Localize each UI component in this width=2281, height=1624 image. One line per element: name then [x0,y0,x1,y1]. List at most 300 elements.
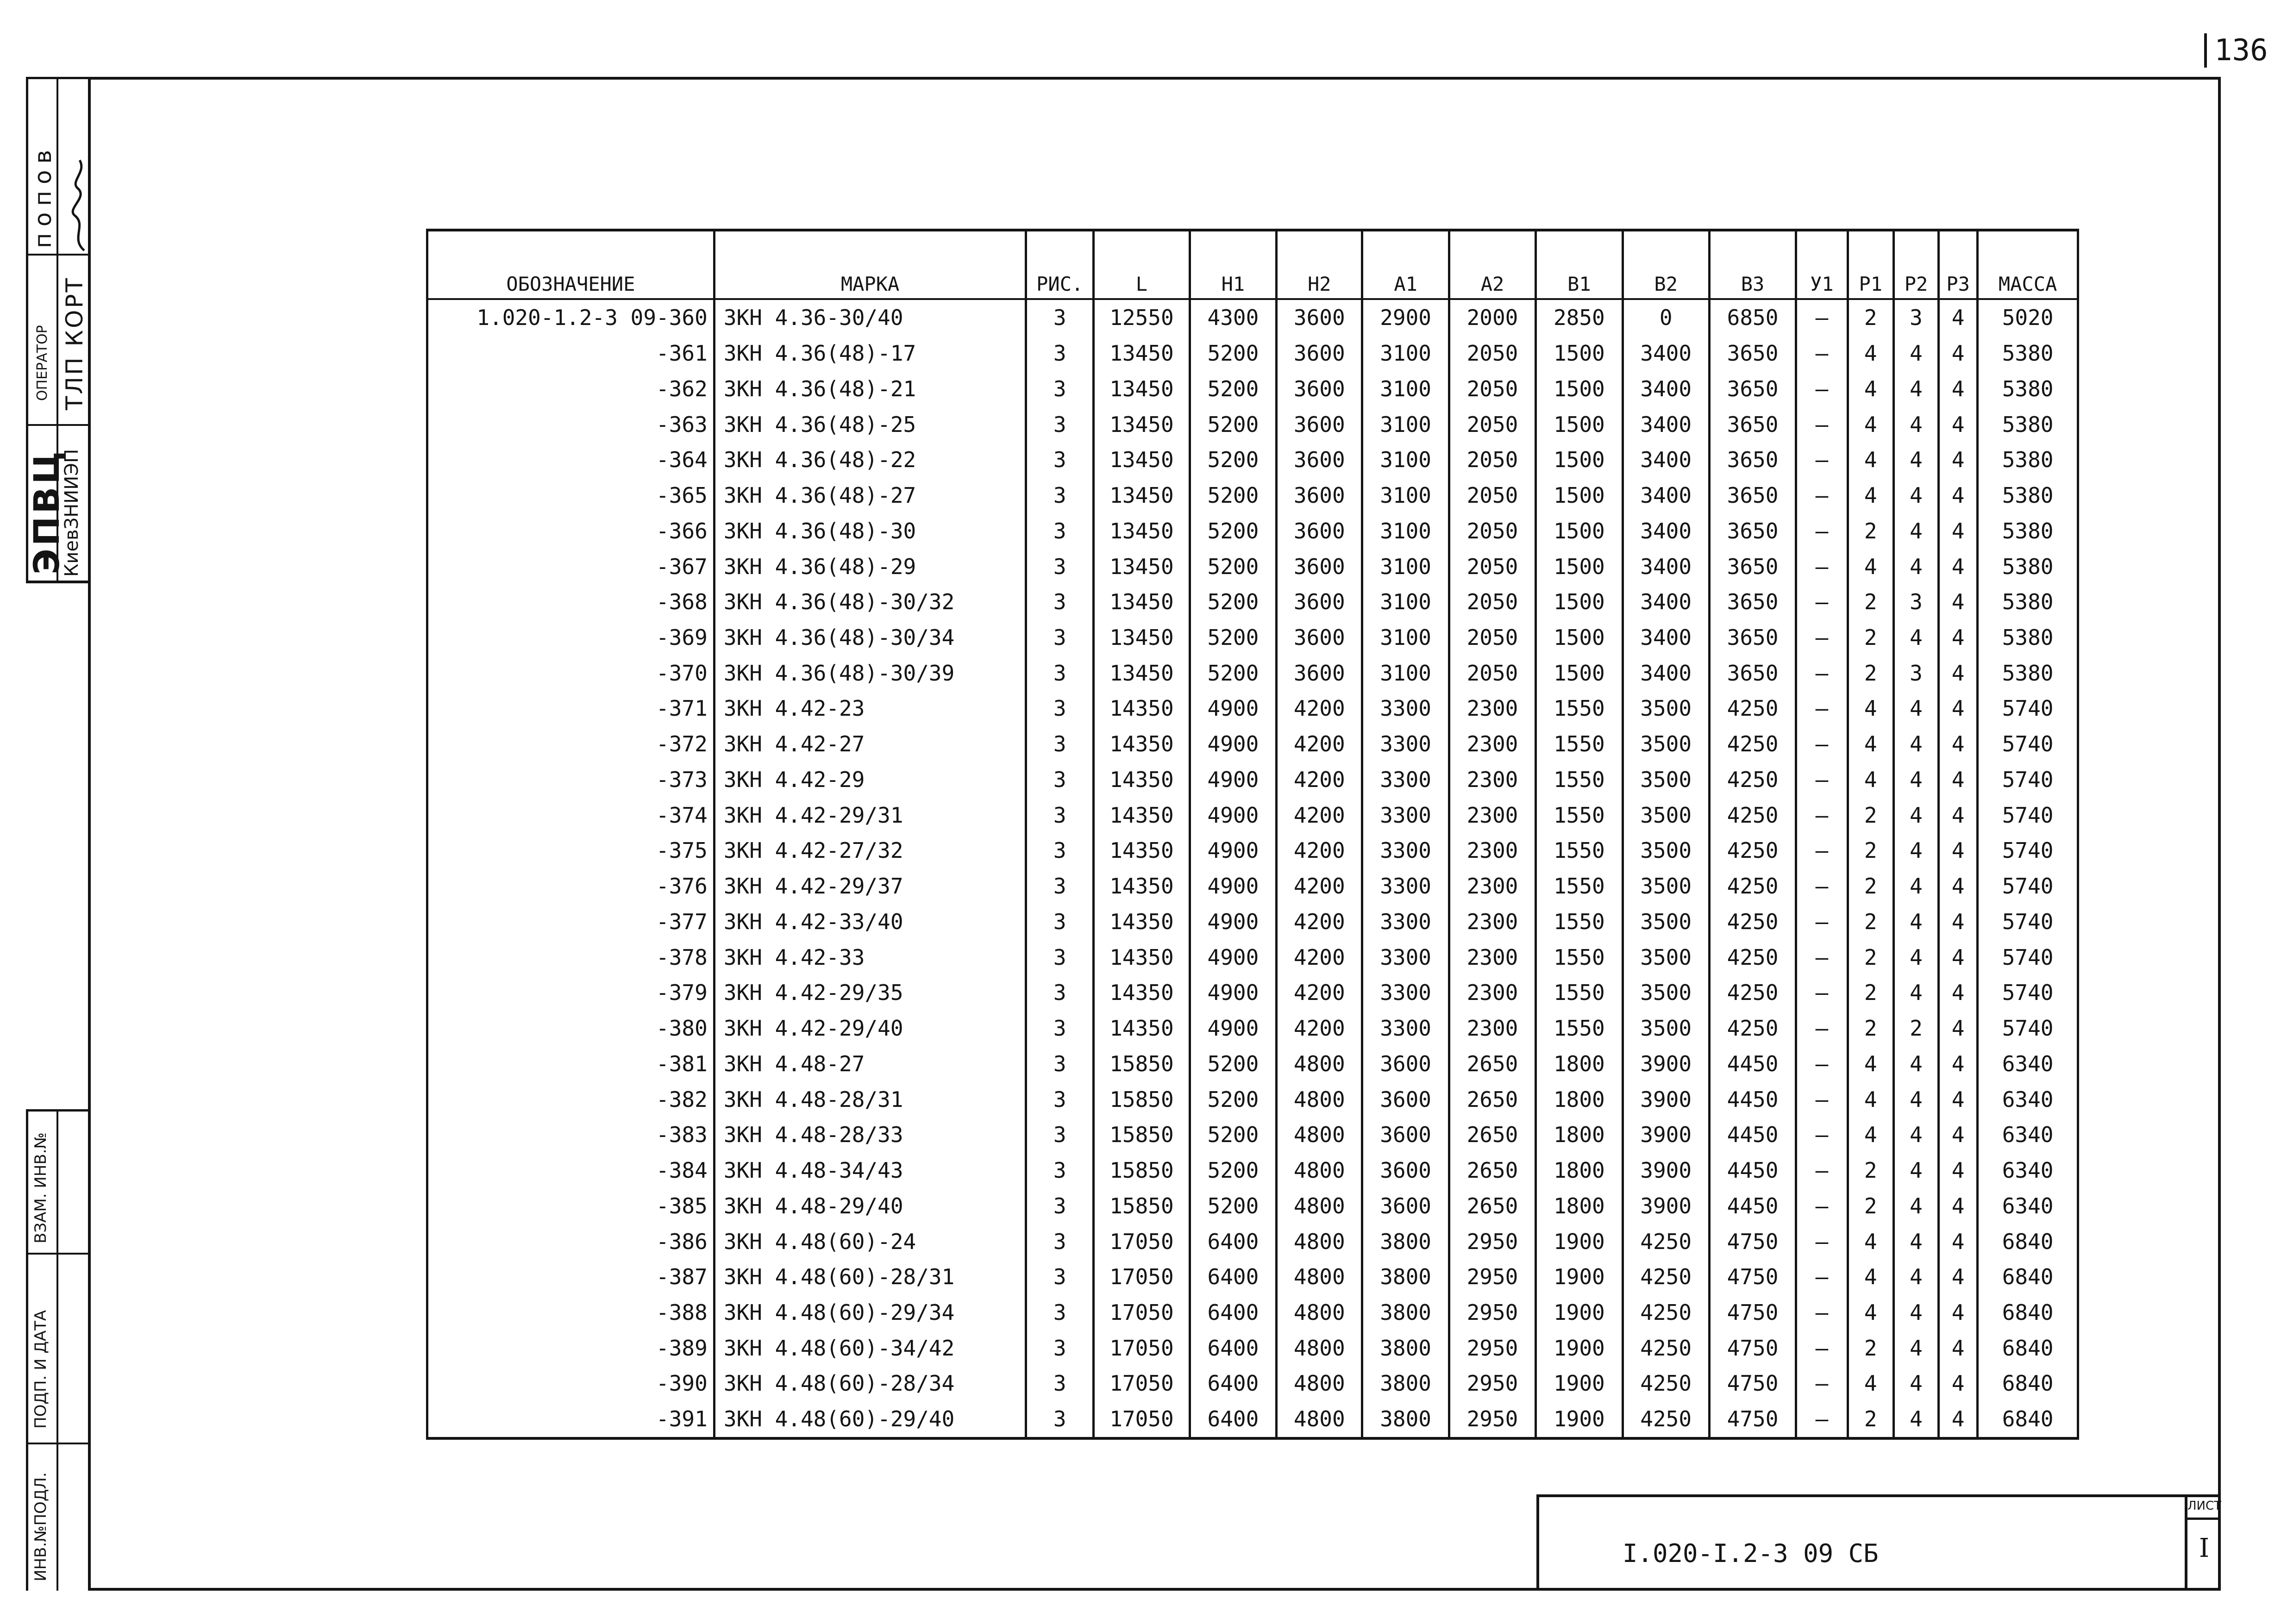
value-cell: 5380 [1978,655,2078,691]
value-cell: 4 [1893,1046,1938,1081]
value-cell: 3 [1026,1081,1094,1117]
stamp-field-signature-date: ПОДП. И ДАТА [31,1310,50,1429]
table-header [427,230,2078,299]
value-cell: 2 [1848,620,1893,656]
value-cell: 3100 [1362,655,1449,691]
value-cell: 3 [1026,478,1094,513]
value-cell: 4250 [1709,691,1796,726]
designation-cell: -363 [427,406,714,442]
value-cell: 4250 [1623,1401,1709,1438]
value-cell: 4 [1939,1153,1978,1188]
value-cell: 14350 [1094,868,1190,904]
value-cell: 3400 [1623,442,1709,478]
value-cell: 2 [1848,939,1893,975]
table-row [427,442,2078,478]
value-cell: 1900 [1536,1401,1623,1438]
value-cell: 4450 [1709,1081,1796,1117]
value-cell: 17050 [1094,1224,1190,1259]
document-code: I.020-I.2-3 09 СБ [1623,1539,1879,1568]
value-cell: 3 [1026,691,1094,726]
value-cell: 4900 [1190,833,1276,868]
value-cell: 1800 [1536,1188,1623,1224]
mark-cell: ЗКН 4.36(48)-22 [714,442,1026,478]
value-cell: 4 [1939,299,1978,336]
value-cell: 1900 [1536,1224,1623,1259]
value-cell: 4 [1848,478,1893,513]
table-row [427,939,2078,975]
value-cell: 4750 [1709,1401,1796,1438]
value-cell: 3 [1026,1011,1094,1046]
value-cell: 4900 [1190,939,1276,975]
value-cell: 15850 [1094,1153,1190,1188]
value-cell: 1550 [1536,868,1623,904]
value-cell: 3100 [1362,513,1449,549]
value-cell: 4800 [1277,1330,1362,1366]
value-cell: 4800 [1277,1188,1362,1224]
value-cell: 3600 [1362,1153,1449,1188]
value-cell: 3500 [1623,939,1709,975]
value-cell: 13450 [1094,371,1190,407]
value-cell: 2 [1848,655,1893,691]
value-cell: 4 [1848,691,1893,726]
value-cell: 5200 [1190,1046,1276,1081]
stamp-operator-value: ТЛП КОРТ [61,276,88,410]
designation-cell: -362 [427,371,714,407]
value-cell: 1500 [1536,336,1623,371]
value-cell: 4 [1848,1295,1893,1330]
designation-cell: -371 [427,691,714,726]
value-cell: 3500 [1623,797,1709,833]
value-cell: 6840 [1978,1330,2078,1366]
value-cell: 13450 [1094,336,1190,371]
value-cell: – [1796,1330,1848,1366]
value-cell: – [1796,1081,1848,1117]
value-cell: 2050 [1449,371,1535,407]
designation-cell: -367 [427,549,714,584]
value-cell: 2650 [1449,1188,1535,1224]
value-cell: – [1796,1224,1848,1259]
value-cell: 2050 [1449,513,1535,549]
value-cell: 5380 [1978,478,2078,513]
value-cell: 4800 [1277,1259,1362,1295]
header-cell: МАССА [1978,230,2078,299]
table-row [427,406,2078,442]
value-cell: 4750 [1709,1366,1796,1401]
value-cell: 5740 [1978,975,2078,1011]
value-cell: 4750 [1709,1330,1796,1366]
value-cell: 4 [1848,1366,1893,1401]
value-cell: 0 [1623,299,1709,336]
value-cell: 2050 [1449,478,1535,513]
value-cell: – [1796,1117,1848,1153]
value-cell: 3300 [1362,868,1449,904]
mark-cell: ЗКН 4.42-23 [714,691,1026,726]
value-cell: 2 [1848,299,1893,336]
value-cell: – [1796,620,1848,656]
value-cell: 17050 [1094,1401,1190,1438]
value-cell: 5380 [1978,549,2078,584]
value-cell: 4200 [1277,691,1362,726]
value-cell: 1800 [1536,1046,1623,1081]
value-cell: 4 [1848,1081,1893,1117]
designation-cell: -372 [427,726,714,762]
value-cell: 4250 [1709,939,1796,975]
value-cell: 4450 [1709,1153,1796,1188]
value-cell: 4 [1848,442,1893,478]
title-block [1536,1494,2187,1591]
table-row [427,336,2078,371]
value-cell: 4 [1939,833,1978,868]
mark-cell: ЗКН 4.36(48)-29 [714,549,1026,584]
value-cell: 4 [1893,620,1938,656]
value-cell: 2050 [1449,655,1535,691]
value-cell: 1500 [1536,371,1623,407]
value-cell: 3650 [1709,620,1796,656]
value-cell: 4 [1939,406,1978,442]
header-cell: В3 [1709,230,1796,299]
value-cell: 3300 [1362,797,1449,833]
value-cell: 4 [1939,513,1978,549]
value-cell: 4 [1893,1081,1938,1117]
mark-cell: ЗКН 4.36(48)-25 [714,406,1026,442]
value-cell: 5200 [1190,406,1276,442]
value-cell: 3400 [1623,655,1709,691]
value-cell: 5740 [1978,762,2078,798]
value-cell: 2 [1848,904,1893,940]
value-cell: 3900 [1623,1153,1709,1188]
value-cell: 3500 [1623,762,1709,798]
value-cell: 4 [1939,1081,1978,1117]
value-cell: 17050 [1094,1259,1190,1295]
designation-cell: -390 [427,1366,714,1401]
value-cell: 2950 [1449,1295,1535,1330]
value-cell: 4200 [1277,975,1362,1011]
value-cell: 13450 [1094,549,1190,584]
mark-cell: ЗКН 4.48(60)-29/34 [714,1295,1026,1330]
value-cell: 4250 [1623,1259,1709,1295]
value-cell: 3500 [1623,691,1709,726]
value-cell: 1800 [1536,1153,1623,1188]
table-body [427,299,2078,1438]
value-cell: 5200 [1190,1188,1276,1224]
value-cell: 5200 [1190,1081,1276,1117]
value-cell: 2300 [1449,797,1535,833]
value-cell: 4750 [1709,1295,1796,1330]
value-cell: 3 [1026,904,1094,940]
value-cell: 1550 [1536,726,1623,762]
value-cell: 3300 [1362,1011,1449,1046]
value-cell: 4200 [1277,939,1362,975]
mark-cell: ЗКН 4.48-28/33 [714,1117,1026,1153]
value-cell: 4 [1848,1224,1893,1259]
value-cell: 3400 [1623,371,1709,407]
value-cell: 13450 [1094,584,1190,620]
table-row [427,904,2078,940]
value-cell: 2050 [1449,336,1535,371]
value-cell: 13450 [1094,478,1190,513]
value-cell: 4 [1893,1295,1938,1330]
value-cell: 2300 [1449,833,1535,868]
value-cell: 3300 [1362,762,1449,798]
value-cell: 4 [1893,1188,1938,1224]
value-cell: 3500 [1623,975,1709,1011]
value-cell: 3600 [1362,1046,1449,1081]
value-cell: 4 [1893,726,1938,762]
value-cell: 3100 [1362,442,1449,478]
value-cell: 1500 [1536,513,1623,549]
value-cell: 4200 [1277,833,1362,868]
value-cell: 5740 [1978,1011,2078,1046]
value-cell: 3650 [1709,584,1796,620]
value-cell: 5200 [1190,336,1276,371]
value-cell: – [1796,1366,1848,1401]
value-cell: 3900 [1623,1188,1709,1224]
value-cell: 4750 [1709,1224,1796,1259]
value-cell: 3300 [1362,691,1449,726]
value-cell: 5740 [1978,797,2078,833]
value-cell: 2650 [1449,1081,1535,1117]
value-cell: 4 [1939,442,1978,478]
designation-cell: -364 [427,442,714,478]
value-cell: 4 [1939,904,1978,940]
value-cell: 4300 [1190,299,1276,336]
sheet-divider [2187,1518,2221,1520]
value-cell: 17050 [1094,1330,1190,1366]
value-cell: 14350 [1094,762,1190,798]
designation-cell: -384 [427,1153,714,1188]
value-cell: 5380 [1978,406,2078,442]
value-cell: 3600 [1277,299,1362,336]
value-cell: 5380 [1978,371,2078,407]
table-row [427,1366,2078,1401]
value-cell: 1500 [1536,655,1623,691]
value-cell: – [1796,1188,1848,1224]
value-cell: 4 [1893,975,1938,1011]
table-row [427,549,2078,584]
designation-cell: -385 [427,1188,714,1224]
side-stamp-strip [26,77,88,1591]
value-cell: 2050 [1449,584,1535,620]
value-cell: 14350 [1094,833,1190,868]
value-cell: 3900 [1623,1046,1709,1081]
value-cell: 2300 [1449,939,1535,975]
value-cell: 3 [1026,1153,1094,1188]
value-cell: 4 [1848,1117,1893,1153]
value-cell: 3100 [1362,336,1449,371]
value-cell: 4 [1893,868,1938,904]
value-cell: 4 [1893,1259,1938,1295]
value-cell: 4 [1939,726,1978,762]
value-cell: 4250 [1709,833,1796,868]
value-cell: 5200 [1190,371,1276,407]
mark-cell: ЗКН 4.42-33 [714,939,1026,975]
value-cell: 4 [1893,371,1938,407]
value-cell: 5380 [1978,336,2078,371]
value-cell: 2950 [1449,1259,1535,1295]
value-cell: 3100 [1362,406,1449,442]
value-cell: 1800 [1536,1081,1623,1117]
value-cell: 6400 [1190,1224,1276,1259]
header-cell: РИС. [1026,230,1094,299]
value-cell: 4 [1939,1401,1978,1438]
value-cell: 3400 [1623,336,1709,371]
value-cell: 1800 [1536,1117,1623,1153]
value-cell: 1900 [1536,1259,1623,1295]
header-row [427,230,2078,299]
value-cell: 4 [1939,797,1978,833]
value-cell: 4250 [1623,1295,1709,1330]
value-cell: 3100 [1362,478,1449,513]
stamp-operator-label: ОПЕРАТОР [34,325,50,401]
value-cell: 3650 [1709,442,1796,478]
value-cell: – [1796,549,1848,584]
value-cell: 4900 [1190,797,1276,833]
value-cell: 2 [1848,584,1893,620]
value-cell: 3800 [1362,1259,1449,1295]
value-cell: 3400 [1623,513,1709,549]
value-cell: 3500 [1623,833,1709,868]
header-cell: ОБОЗНАЧЕНИЕ [427,230,714,299]
value-cell: 4 [1893,549,1938,584]
value-cell: 4900 [1190,904,1276,940]
table-row [427,1081,2078,1117]
table-row [427,1330,2078,1366]
value-cell: 1900 [1536,1366,1623,1401]
value-cell: 4 [1848,406,1893,442]
table-row [427,1188,2078,1224]
value-cell: 3650 [1709,478,1796,513]
mark-cell: ЗКН 4.36(48)-17 [714,336,1026,371]
value-cell: 2950 [1449,1330,1535,1366]
value-cell: 2050 [1449,442,1535,478]
value-cell: 3 [1026,939,1094,975]
mark-cell: ЗКН 4.42-29 [714,762,1026,798]
value-cell: 3600 [1277,371,1362,407]
value-cell: 6400 [1190,1366,1276,1401]
value-cell: – [1796,1295,1848,1330]
value-cell: 4 [1939,1011,1978,1046]
value-cell: 3100 [1362,620,1449,656]
designation-cell: -365 [427,478,714,513]
header-cell: Р1 [1848,230,1893,299]
designation-cell: -383 [427,1117,714,1153]
table-row [427,1401,2078,1438]
table-row [427,1259,2078,1295]
value-cell: 3400 [1623,406,1709,442]
table-row [427,726,2078,762]
value-cell: 2000 [1449,299,1535,336]
value-cell: 4 [1848,371,1893,407]
value-cell: 6400 [1190,1401,1276,1438]
value-cell: – [1796,797,1848,833]
value-cell: 3600 [1277,478,1362,513]
value-cell: 4200 [1277,797,1362,833]
table-row [427,1295,2078,1330]
value-cell: 1500 [1536,620,1623,656]
value-cell: 2900 [1362,299,1449,336]
value-cell: 4 [1893,1117,1938,1153]
value-cell: 4 [1939,478,1978,513]
value-cell: 4 [1893,513,1938,549]
value-cell: 4250 [1623,1330,1709,1366]
value-cell: 5200 [1190,549,1276,584]
value-cell: 2050 [1449,620,1535,656]
value-cell: 4 [1939,1117,1978,1153]
designation-cell: -388 [427,1295,714,1330]
value-cell: 2 [1848,868,1893,904]
value-cell: 2650 [1449,1046,1535,1081]
designation-cell: -361 [427,336,714,371]
value-cell: – [1796,371,1848,407]
designation-cell: -369 [427,620,714,656]
value-cell: 4 [1939,584,1978,620]
value-cell: 5740 [1978,904,2078,940]
value-cell: 4 [1848,762,1893,798]
value-cell: 3 [1893,299,1938,336]
mark-cell: ЗКН 4.36(48)-30 [714,513,1026,549]
value-cell: 3 [1893,584,1938,620]
value-cell: 6400 [1190,1259,1276,1295]
mark-cell: ЗКН 4.42-27 [714,726,1026,762]
value-cell: 1500 [1536,549,1623,584]
value-cell: 1500 [1536,406,1623,442]
value-cell: 6840 [1978,1224,2078,1259]
value-cell: 2650 [1449,1153,1535,1188]
value-cell: 5200 [1190,513,1276,549]
value-cell: 6840 [1978,1401,2078,1438]
designation-cell: -377 [427,904,714,940]
value-cell: 3 [1026,797,1094,833]
value-cell: 3 [1026,1366,1094,1401]
value-cell: 4 [1939,655,1978,691]
value-cell: 3300 [1362,726,1449,762]
table-row [427,1153,2078,1188]
value-cell: 3600 [1362,1117,1449,1153]
mark-cell: ЗКН 4.42-27/32 [714,833,1026,868]
value-cell: 4900 [1190,1011,1276,1046]
value-cell: 2300 [1449,868,1535,904]
value-cell: 2 [1848,1330,1893,1366]
stamp-field-original-inventory: ИНВ.№ПОДЛ. [31,1472,50,1581]
value-cell: 4 [1848,336,1893,371]
value-cell: 4 [1939,1046,1978,1081]
value-cell: 3900 [1623,1081,1709,1117]
table-row [427,762,2078,798]
value-cell: 4200 [1277,726,1362,762]
value-cell: 3 [1026,1401,1094,1438]
value-cell: 15850 [1094,1046,1190,1081]
value-cell: 3 [1026,371,1094,407]
mark-cell: ЗКН 4.48(60)-24 [714,1224,1026,1259]
value-cell: 14350 [1094,904,1190,940]
value-cell: 4 [1893,939,1938,975]
table-row [427,513,2078,549]
value-cell: 14350 [1094,797,1190,833]
value-cell: 14350 [1094,691,1190,726]
value-cell: 4 [1893,691,1938,726]
value-cell: 3 [1893,655,1938,691]
header-cell: У1 [1796,230,1848,299]
value-cell: 3500 [1623,904,1709,940]
value-cell: 2 [1893,1011,1938,1046]
value-cell: 2950 [1449,1224,1535,1259]
value-cell: 4 [1893,1401,1938,1438]
frame-border-right [2218,77,2221,1591]
mark-cell: ЗКН 4.36-30/40 [714,299,1026,336]
value-cell: 2300 [1449,1011,1535,1046]
value-cell: 4450 [1709,1188,1796,1224]
value-cell: 1550 [1536,762,1623,798]
